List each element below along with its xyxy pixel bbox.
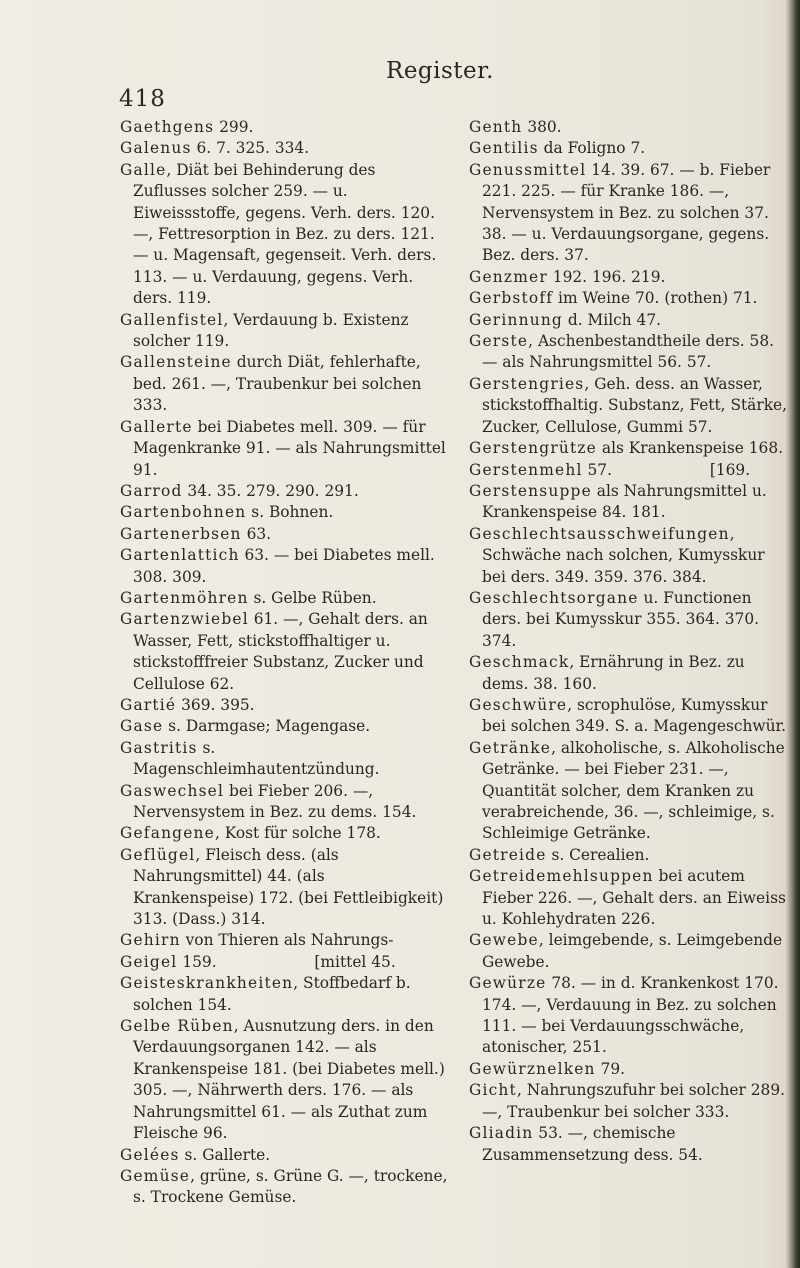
index-locators: im Weine 70. (rothen) 71. (553, 289, 758, 308)
index-locators: 380. (522, 118, 562, 136)
index-entry (469, 288, 791, 309)
index-entry (469, 481, 791, 524)
index-headword: Gerinnung (469, 310, 563, 329)
index-locators: , Ausnutzung ders. in den Verdauungsorganen 142. — als Krankenspeise 181. (bei Diabetes mell.) 305. —, Nährwerth ders. 176. — als Nahrungsmittel 61. — als Zuthat zum Fleische 96. (133, 1017, 450, 1143)
index-headword: Gelées (120, 1145, 180, 1164)
index-headword: Gartié (120, 695, 177, 714)
index-headword: Gefangene (120, 824, 215, 843)
index-entry (120, 1145, 450, 1166)
index-headword: Galenus (120, 139, 192, 158)
index-locators: , Kost für solche 178. (214, 824, 381, 843)
index-headword: Gallenfistel (120, 310, 224, 329)
index-entry (120, 352, 450, 416)
index-headword: Gliadin (469, 1124, 534, 1143)
index-headword: Gerstengries (469, 374, 585, 393)
index-locators: , leimgebende, s. Leimgebende Gewebe. (482, 931, 787, 971)
index-entry (469, 930, 791, 973)
index-entry (120, 524, 450, 545)
index-headword: Garrod (120, 481, 183, 500)
index-entry (120, 1166, 453, 1209)
index-entry (120, 695, 450, 716)
index-entry (120, 502, 450, 523)
index-headword: Gartenbohnen (120, 503, 247, 522)
index-locators: 6. 7. 325. 334. (191, 139, 310, 158)
index-column-left (120, 117, 453, 1209)
index-entry (469, 267, 791, 288)
index-entry (120, 738, 450, 781)
index-entry (469, 438, 791, 459)
page-number: 418 (119, 86, 166, 112)
index-headword: Gastritis (120, 738, 198, 757)
index-headword: Gewürze (469, 974, 547, 993)
index-entry (469, 866, 791, 930)
index-entry (469, 138, 791, 159)
index-locators: s. Darmgase; Magengase. (163, 717, 371, 736)
index-locators: 78. — in d. Krankenkost 170. 174. —, Verdauung in Bez. zu solchen 111. — bei Verdauungsschwäche, atonischer, 251. (482, 974, 784, 1057)
index-locators: , Geh. dess. an Wasser, stickstoffhaltig. Substanz, Fett, Stärke, Zucker, Cellulose, Gummi 57. (482, 374, 792, 436)
index-entry (469, 331, 791, 374)
index-headword: Gerstenmehl (469, 460, 583, 479)
index-locators: 159. [mittel 45. (177, 952, 396, 971)
index-entry (120, 973, 450, 1016)
index-locators: 63. — bei Diabetes mell. 308. 309. (133, 546, 440, 586)
index-locators: , Diät bei Behinderung des Zuflusses solcher 259. — u. Eiweissstoffe, gegens. Verh. ders. 120. —, Fettresorption in Bez. zu ders. 121. — u. Magensaft, gegenseit. Verh. ders. 113. — u. Verdauung, gegens. Verh. ders. 119. (133, 160, 442, 308)
index-entry (469, 374, 791, 438)
index-headword: Genussmittel (469, 160, 587, 179)
index-entry (469, 588, 791, 652)
index-headword: Gaswechsel (120, 781, 225, 800)
index-locators: d. Milch 47. (562, 310, 662, 329)
index-entry (469, 845, 791, 866)
index-headword: Getreidemehlsuppen (469, 867, 654, 886)
index-locators: da Foligno 7. (538, 139, 646, 158)
index-locators: 61. —, Gehalt ders. an Wasser, Fett, stickstoffhaltiger u. stickstofffreier Substanz, Zucker und Cellulose 62. (133, 610, 433, 693)
index-headword: Gaethgens (120, 118, 215, 136)
index-headword: Geisteskrankheiten (120, 974, 294, 993)
index-column-right (469, 117, 791, 1166)
index-entry (120, 823, 450, 844)
index-headword: Genzmer (469, 267, 548, 286)
index-locators: , Nahrungszufuhr bei solcher 289. —, Traubenkur bei solcher 333. (482, 1081, 790, 1121)
index-headword: Gartenmöhren (120, 588, 249, 607)
index-locators: s. Cerealien. (546, 845, 650, 864)
index-locators: s. Magenschleimhautentzündung. (133, 738, 380, 779)
index-headword: Geflügel (120, 845, 196, 864)
index-entry (120, 481, 450, 502)
index-entry (120, 310, 450, 353)
index-entry (120, 845, 450, 931)
index-headword: Gerstengrütze (469, 439, 597, 458)
index-locators: von Thieren als Nahrungs- (180, 931, 394, 950)
index-headword: Gicht (469, 1081, 517, 1100)
index-headword: Geigel (120, 952, 178, 971)
index-entry (469, 524, 791, 588)
index-entry (120, 1016, 450, 1144)
index-entry (120, 716, 450, 737)
index-entry (469, 1080, 791, 1123)
index-headword: Gerbstoff (469, 289, 554, 308)
index-locators: s. Gallerte. (179, 1145, 271, 1164)
index-headword: Getreide (469, 845, 547, 864)
index-headword: Gartenerbsen (120, 524, 242, 543)
index-locators: bei Fieber 206. —, Nervensystem in Bez. zu dems. 154. (133, 781, 417, 821)
index-entry (120, 117, 450, 138)
index-locators: , Ernährung in Bez. zu dems. 38. 160. (482, 653, 750, 693)
index-locators: , scrophulöse, Kumysskur bei solchen 349. S. a. Magengeschwür. (482, 695, 787, 736)
index-locators: s. Gelbe Rüben. (248, 588, 377, 607)
index-entry (120, 588, 450, 609)
index-entry (469, 1123, 791, 1166)
index-locators: , Verdauung b. Existenz solcher 119. (133, 310, 414, 351)
index-locators: 79. (595, 1059, 626, 1078)
index-headword: Gentilis (469, 139, 539, 158)
index-locators: , Fleisch dess. (als Nahrungsmittel) 44. (als Krankenspeise) 172. (bei Fettleibigkeit) 313. (Dass.) 314. (133, 845, 449, 929)
index-headword: Gartenlattich (120, 546, 240, 565)
index-entry (120, 930, 450, 951)
index-headword: Genth (469, 118, 523, 136)
index-entry (469, 738, 791, 845)
index-entry (120, 952, 450, 973)
index-locators: u. Functionen ders. bei Kumysskur 355. 364. 370. 374. (482, 588, 764, 650)
index-entry (469, 310, 791, 331)
index-entry (469, 973, 791, 1059)
index-locators: 369. 395. (176, 695, 255, 714)
index-locators: , Stoffbedarf b. solchen 154. (133, 974, 416, 1014)
index-headword: Gemüse (120, 1166, 191, 1185)
index-entry (120, 417, 450, 481)
index-headword: Gallensteine (120, 353, 232, 372)
index-entry (120, 545, 450, 588)
index-locators: 14. 39. 67. — b. Fieber 221. 225. — für Kranke 186. —, Nervensystem in Bez. zu solchen 37. 38. — u. Verdauungsorgane, gegens. Bez. ders. 37. (482, 160, 776, 265)
index-headword: Gelbe Rüben (120, 1017, 234, 1036)
index-locators: durch Diät, fehlerhafte, bed. 261. —, Traubenkur bei solchen 333. (133, 353, 427, 415)
index-headword: Galle (120, 160, 167, 179)
index-locators: , Schwäche nach solchen, Kumysskur bei ders. 349. 359. 376. 384. (482, 524, 770, 586)
index-headword: Gallerte (120, 417, 193, 436)
index-entry (120, 138, 450, 159)
index-locators: , Aschenbestandtheile ders. 58. — als Nahrungsmittel 56. 57. (482, 332, 779, 372)
index-locators: , grüne, s. Grüne G. —, trockene, s. Trockene Gemüse. (133, 1166, 453, 1207)
index-entry (469, 695, 791, 738)
index-locators: , alkoholische, s. Alkoholische Getränke. — bei Fieber 231. —, Quantität solcher, dem Kranken zu verabreichende, 36. —, schleimige, s. Schleimige Getränke. (482, 738, 790, 843)
index-entry (120, 160, 450, 310)
index-locators: 63. (241, 524, 272, 543)
index-locators: als Krankenspeise 168. (597, 439, 784, 458)
index-locators: bei acutem Fieber 226. —, Gehalt ders. an Eiweiss u. Kohlehydraten 226. (482, 867, 791, 929)
index-locators: 192. 196. 219. (547, 267, 666, 286)
index-headword: Geschmack (469, 653, 570, 672)
index-locators: 34. 35. 279. 290. 291. (182, 481, 359, 500)
index-locators: bei Diabetes mell. 309. — für Magenkranke 91. — als Nahrungsmittel 91. (133, 417, 451, 479)
index-headword: Geschlechtsausschweifungen (469, 524, 730, 543)
index-headword: Gartenzwiebel (120, 610, 249, 629)
index-entry (469, 460, 791, 481)
index-locators: s. Bohnen. (246, 503, 334, 522)
index-entry (469, 160, 791, 267)
index-locators: 57. [169. (582, 460, 751, 479)
running-head: Register. (386, 58, 494, 84)
index-entry (469, 652, 791, 695)
index-locators: 299. (214, 118, 254, 136)
index-entry (469, 1059, 791, 1080)
index-entry (469, 117, 791, 138)
index-headword: Gehirn (120, 931, 181, 950)
index-headword: Getränke (469, 738, 552, 757)
index-headword: Geschlechtsorgane (469, 588, 639, 607)
index-headword: Gerstensuppe (469, 481, 592, 500)
index-headword: Gewürznelken (469, 1059, 596, 1078)
index-locators: 53. —, chemische Zusammensetzung dess. 54. (482, 1124, 703, 1164)
index-locators: als Nahrungsmittel u. Krankenspeise 84. 181. (482, 481, 772, 522)
index-headword: Gase (120, 717, 164, 736)
index-headword: Gewebe (469, 931, 539, 950)
index-headword: Gerste (469, 332, 529, 351)
index-headword: Geschwüre (469, 695, 568, 714)
index-entry (120, 781, 450, 824)
index-entry (120, 609, 450, 695)
